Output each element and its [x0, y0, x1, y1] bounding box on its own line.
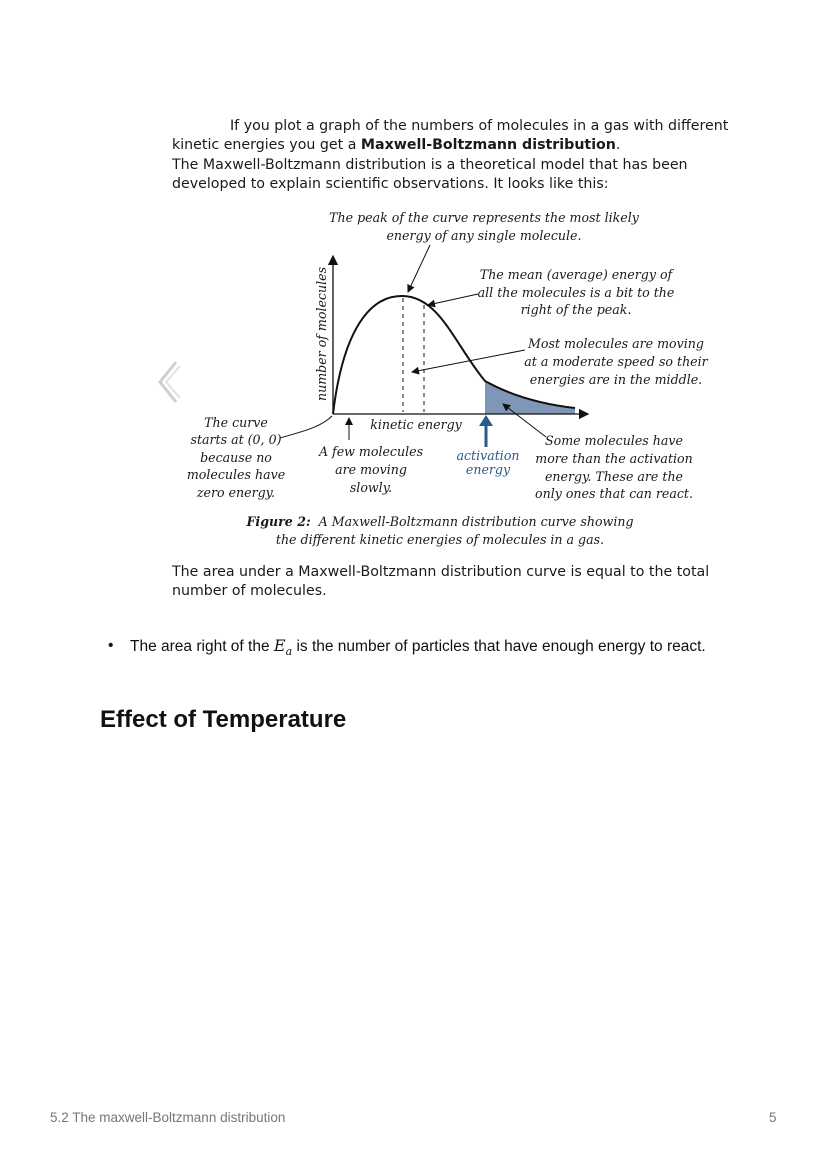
note-few-line1: A few molecules: [318, 444, 424, 459]
note-some-line4: only ones that can react.: [535, 486, 693, 501]
area-paragraph: The area under a Maxwell-Boltzmann distribution curve is equal to the total number of molecules.: [172, 564, 710, 600]
peak-arrow: [408, 245, 430, 292]
caption-text-2: the different kinetic energies of molecules in a gas.: [275, 532, 605, 547]
origin-pointer: [280, 416, 332, 438]
note-most-line2: at a moderate speed so their: [524, 354, 708, 369]
note-origin-line1: The curve: [204, 415, 268, 430]
activation-label-line2: energy: [465, 462, 511, 477]
figure-caption: [150, 513, 730, 549]
note-some-line2: more than the activation: [535, 451, 693, 466]
note-few-line3: slowly.: [349, 480, 393, 495]
note-some-line3: energy. These are the: [544, 469, 684, 484]
caption-text-1: A Maxwell-Boltzmann distribution curve showing: [318, 514, 634, 529]
mean-arrow: [428, 294, 478, 305]
intro-text-2: The Maxwell-Boltzmann distribution is a theoretical model that has been developed to explain scientific observations. It looks like this:: [172, 156, 688, 192]
intro-period: .: [615, 137, 621, 154]
note-peak-line2: energy of any single molecule.: [386, 228, 582, 243]
page-number: 5: [769, 1110, 777, 1125]
footer-title: 5.2 The maxwell-Boltzmann distribution: [50, 1110, 286, 1125]
note-mean-line2: all the molecules is a bit to the: [477, 285, 675, 300]
note-some-line1: Some molecules have: [545, 433, 683, 448]
note-origin-line5: zero energy.: [196, 485, 276, 500]
most-arrow: [412, 350, 525, 372]
note-origin-line3: because no: [200, 450, 272, 465]
note-mean-line3: right of the peak.: [520, 302, 632, 317]
intro-text: If you plot a graph of the numbers of molecules in a gas with different kinetic energies you get a: [172, 118, 729, 154]
intro-bold-term: Maxwell-Boltzmann distribution: [360, 137, 616, 154]
activation-symbol: [273, 636, 293, 659]
note-most-line1: Most molecules are moving: [528, 336, 704, 351]
bullet-dot-icon: •: [108, 637, 114, 654]
section-heading: Effect of Temperature: [100, 706, 347, 733]
maxwell-boltzmann-figure: [0, 0, 828, 560]
note-most-line3: energies are in the middle.: [529, 372, 703, 387]
activation-label-line1: activation: [456, 448, 520, 463]
bullet-prefix: The area right of the: [130, 638, 274, 655]
note-origin-line4: molecules have: [186, 467, 286, 482]
caption-label: Figure 2:: [246, 514, 311, 529]
symbol-sub: a: [285, 645, 293, 659]
x-axis-label: kinetic energy: [370, 417, 462, 432]
note-few-line2: are moving: [335, 462, 407, 477]
note-peak-line1: The peak of the curve represents the most likely: [329, 210, 639, 225]
chevron-left-icon[interactable]: [156, 360, 182, 404]
note-mean-line1: The mean (average) energy of: [479, 267, 673, 282]
note-origin-line2: starts at (0, 0): [190, 432, 282, 447]
bullet-item: [108, 633, 728, 664]
symbol-e: E: [273, 636, 286, 655]
bullet-suffix: is the number of particles that have enough energy to react.: [292, 638, 706, 655]
y-axis-label: number of molecules: [314, 266, 329, 402]
